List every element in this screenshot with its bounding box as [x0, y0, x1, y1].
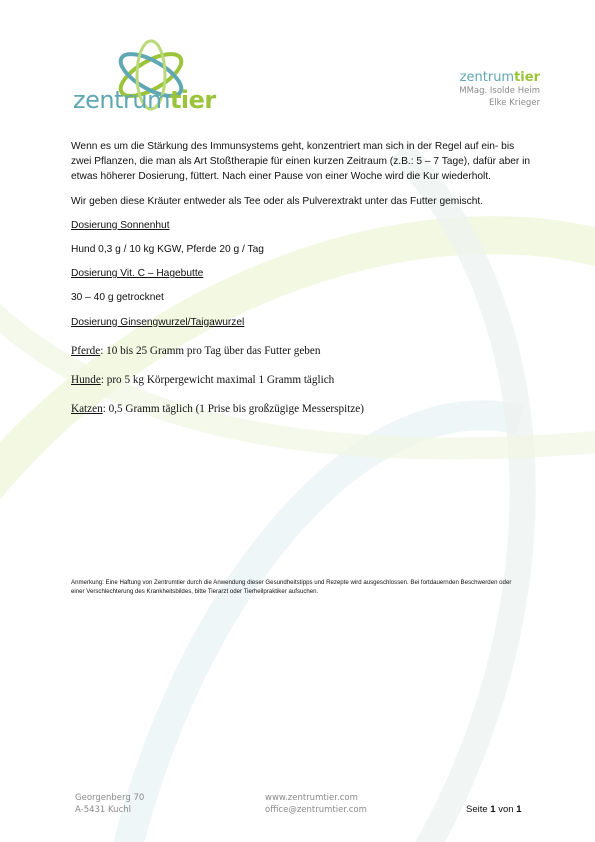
- header-brand-block: [459, 70, 540, 109]
- header-brand: zentrumtier: [459, 70, 540, 85]
- footer-address: Georgenberg 70 A-5431 Kuchl: [75, 793, 145, 815]
- disclaimer-note: Anmerkung: Eine Haftung von Zentrumtier durch die Anwendung dieser Gesundheitstipps und Rezepte wird ausgeschlossen. Bei fortdauernden Beschwerden oder einer Verschlechterung des Krankheitsbildes, bitte Tierarzt oder Tierheilpraktiker aufsuchen.: [71, 579, 512, 595]
- heading-ginseng: Dosierung Ginsengwurzel/Taigawurzel: [71, 316, 245, 328]
- header-name-2: Elke Krieger: [488, 98, 540, 108]
- website-link[interactable]: www.zentrumtier.com: [265, 793, 358, 803]
- heading-sonnenhut: Dosierung Sonnenhut: [71, 219, 170, 231]
- intro-paragraph-2: Wir geben diese Kräuter entweder als Tee oder als Pulverextrakt unter das Futter gemischt.: [71, 195, 484, 207]
- heading-hagebutte: Dosierung Vit. C – Hagebutte: [71, 268, 204, 280]
- header-name-1: MMag. Isolde Heim: [459, 86, 540, 96]
- dosage-dog: Hunde: pro 5 kg Körpergewicht maximal 1 Gramm täglich: [71, 374, 335, 387]
- intro-paragraph: Wenn es um die Stärkung des Immunsystems geht, konzentriert man sich in der Regel auf ein- bis zwei Pflanzen, die man als Art Stoßtherapie für einen kurzen Zeitraum (z.B.: 5 – 7 Tage), dafür aber in etwas höherer Dosierung, füttert. Nach einer Pause von einer Woche wird die Kur wiederholt.: [71, 141, 531, 183]
- footer-contact: [265, 792, 367, 816]
- page-number: Seite 1 von 1: [466, 804, 522, 815]
- dosage-cat: Katzen: 0,5 Gramm täglich (1 Prise bis großzügige Messerspitze): [71, 403, 364, 416]
- document-body: [71, 139, 531, 426]
- logo-wordmark: zentrumtier: [73, 86, 216, 114]
- email-link[interactable]: office@zentrumtier.com: [265, 805, 367, 815]
- dosage-sonnenhut: Hund 0,3 g / 10 kg KGW, Pferde 20 g / Tag: [71, 244, 264, 256]
- dosage-hagebutte: 30 – 40 g getrocknet: [71, 292, 164, 304]
- dosage-horse: Pferde: 10 bis 25 Gramm pro Tag über das Futter geben: [71, 344, 321, 357]
